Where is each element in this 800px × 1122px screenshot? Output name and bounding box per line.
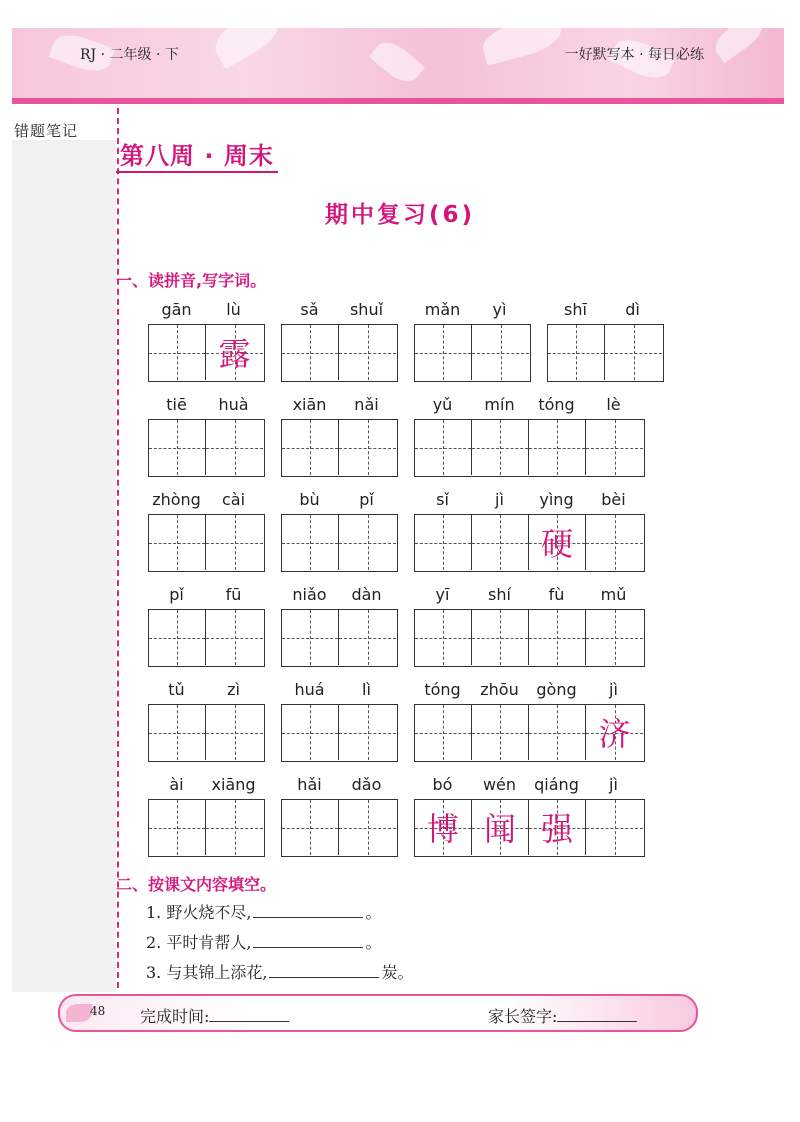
parent-signature: [488, 1004, 637, 1027]
pinyin-syllable: cài: [221, 490, 246, 509]
writing-cell[interactable]: [586, 705, 643, 760]
writing-cell[interactable]: [529, 705, 586, 760]
tianzige-boxes: [148, 419, 265, 477]
book-slogan: 一好默写本 · 每日必练: [564, 47, 704, 63]
tianzige-boxes: [148, 799, 265, 857]
tianzige-boxes: [281, 514, 398, 572]
signature-blank[interactable]: [557, 1008, 637, 1022]
writing-cell[interactable]: [472, 800, 529, 855]
pinyin-syllable: wén: [482, 775, 517, 794]
writing-cell[interactable]: [586, 515, 643, 570]
handwritten-char: 闻: [483, 810, 516, 848]
week-title: 第八周 · 周末: [120, 136, 274, 171]
handwritten-char: 济: [598, 715, 631, 753]
writing-cell[interactable]: [415, 800, 472, 855]
tianzige-boxes: [414, 704, 645, 762]
handwritten-char: 博: [426, 810, 459, 848]
writing-cell[interactable]: [282, 705, 339, 760]
pinyin-syllable: shí: [488, 585, 511, 604]
writing-cell[interactable]: [206, 705, 263, 760]
petal-decoration: [709, 28, 768, 63]
pinyin-syllable: tóng: [538, 395, 575, 414]
pinyin-syllable: xiāng: [211, 775, 256, 794]
fill-prefix: 3. 与其锦上添花,: [146, 963, 268, 982]
pinyin-syllable: yǔ: [432, 395, 453, 414]
pinyin-syllable: dàn: [351, 585, 382, 604]
answer-blank[interactable]: [253, 904, 363, 918]
pinyin-syllable: tóng: [424, 680, 461, 699]
writing-cell[interactable]: [529, 515, 586, 570]
tianzige-boxes: [148, 324, 265, 382]
pinyin-syllable: nǎi: [354, 395, 379, 414]
tianzige-boxes: [414, 609, 645, 667]
page-title: 期中复习(6): [324, 202, 476, 228]
writing-cell[interactable]: [149, 610, 206, 665]
petal-decoration: [479, 28, 565, 66]
pinyin-syllable: zhòng: [152, 490, 201, 509]
page-header-band: [12, 28, 784, 104]
fill-item-3: [146, 960, 413, 983]
tianzige-boxes: [148, 514, 265, 572]
pinyin-syllable: jì: [609, 775, 618, 794]
pinyin-syllable: fū: [225, 585, 242, 604]
pinyin-syllable: sǎ: [300, 300, 319, 319]
pinyin-syllable: qiáng: [534, 775, 579, 794]
writing-cell[interactable]: [472, 420, 529, 475]
writing-cell[interactable]: [529, 420, 586, 475]
tianzige-boxes: [414, 514, 645, 572]
header-bar: [12, 98, 784, 104]
pinyin-syllable: bèi: [601, 490, 626, 509]
section-1-title: 一、读拼音,写字词。: [116, 271, 267, 290]
pinyin-syllable: pǐ: [169, 585, 184, 604]
writing-cell[interactable]: [472, 325, 529, 380]
handwritten-char: 强: [540, 810, 573, 848]
handwritten-char: 露: [218, 335, 251, 373]
writing-cell[interactable]: [529, 800, 586, 855]
pinyin-syllable: shī: [564, 300, 587, 319]
tianzige-boxes: [281, 704, 398, 762]
writing-cell[interactable]: [605, 325, 662, 380]
fill-suffix: 。: [365, 903, 382, 922]
fill-item-2: [146, 930, 381, 953]
pinyin-syllable: mín: [484, 395, 515, 414]
pinyin-syllable: zì: [227, 680, 240, 699]
fill-item-1: [146, 900, 381, 923]
leaf-icon: [66, 1004, 92, 1022]
pinyin-syllable: shuǐ: [349, 300, 384, 319]
pinyin-syllable: xiān: [292, 395, 327, 414]
writing-cell[interactable]: [339, 515, 396, 570]
pinyin-syllable: hǎi: [297, 775, 322, 794]
fill-prefix: 1. 野火烧不尽,: [146, 903, 252, 922]
writing-cell[interactable]: [149, 705, 206, 760]
petal-decoration: [208, 28, 287, 69]
pinyin-syllable: zhōu: [480, 680, 519, 699]
pinyin-syllable: gòng: [536, 680, 577, 699]
time-blank[interactable]: [209, 1008, 289, 1022]
margin-divider: [117, 108, 119, 988]
pinyin-syllable: lè: [606, 395, 621, 414]
pinyin-syllable: bù: [299, 490, 320, 509]
writing-cell[interactable]: [282, 610, 339, 665]
writing-cell[interactable]: [415, 515, 472, 570]
tianzige-boxes: [148, 704, 265, 762]
writing-cell[interactable]: [339, 800, 396, 855]
pinyin-syllable: dì: [625, 300, 640, 319]
writing-cell[interactable]: [415, 610, 472, 665]
writing-cell[interactable]: [339, 610, 396, 665]
section-2-title: 二、按课文内容填空。: [116, 875, 277, 894]
time-label: 完成时间:: [140, 1007, 210, 1026]
pinyin-syllable: huá: [294, 680, 325, 699]
tianzige-boxes: [281, 609, 398, 667]
writing-cell[interactable]: [586, 800, 643, 855]
petal-decoration: [369, 35, 425, 89]
fill-suffix: 。: [365, 933, 382, 952]
fill-suffix: 炭。: [381, 963, 414, 982]
handwritten-char: 硬: [540, 525, 573, 563]
writing-cell[interactable]: [339, 420, 396, 475]
writing-cell[interactable]: [149, 515, 206, 570]
completion-time: [140, 1004, 289, 1027]
pinyin-syllable: pǐ: [359, 490, 374, 509]
pinyin-syllable: ài: [169, 775, 184, 794]
tianzige-boxes: [148, 609, 265, 667]
answer-blank[interactable]: [253, 934, 363, 948]
pinyin-syllable: sǐ: [436, 490, 449, 509]
pinyin-syllable: yì: [492, 300, 507, 319]
pinyin-syllable: lì: [362, 680, 371, 699]
pinyin-syllable: lù: [226, 300, 241, 319]
writing-cell[interactable]: [282, 800, 339, 855]
tianzige-boxes: [281, 799, 398, 857]
footer-bar: [58, 994, 698, 1032]
tianzige-boxes: [547, 324, 664, 382]
writing-cell[interactable]: [415, 420, 472, 475]
writing-cell[interactable]: [339, 705, 396, 760]
tianzige-boxes: [414, 419, 645, 477]
writing-cell[interactable]: [149, 325, 206, 380]
tianzige-boxes: [414, 324, 531, 382]
fill-prefix: 2. 平时肯帮人,: [146, 933, 252, 952]
page-number: 48: [90, 1004, 106, 1018]
writing-cell[interactable]: [472, 515, 529, 570]
sign-label: 家长签字:: [488, 1007, 558, 1026]
grade-label: RJ · 二年级 · 下: [80, 47, 179, 63]
pinyin-syllable: yī: [435, 585, 450, 604]
writing-cell[interactable]: [206, 800, 263, 855]
writing-cell[interactable]: [548, 325, 605, 380]
writing-cell[interactable]: [339, 325, 396, 380]
pinyin-syllable: gān: [161, 300, 192, 319]
notes-label: 错题笔记: [14, 122, 79, 140]
writing-cell[interactable]: [415, 325, 472, 380]
writing-cell[interactable]: [282, 515, 339, 570]
writing-cell[interactable]: [472, 610, 529, 665]
pinyin-syllable: fù: [548, 585, 565, 604]
pinyin-syllable: yìng: [539, 490, 574, 509]
writing-cell[interactable]: [149, 800, 206, 855]
tianzige-boxes: [281, 419, 398, 477]
pinyin-syllable: tǔ: [168, 680, 185, 699]
writing-cell[interactable]: [282, 325, 339, 380]
pinyin-syllable: mǔ: [600, 585, 627, 604]
writing-cell[interactable]: [149, 420, 206, 475]
pinyin-syllable: dǎo: [351, 775, 382, 794]
answer-blank[interactable]: [269, 964, 379, 978]
writing-cell[interactable]: [206, 420, 263, 475]
tianzige-boxes: [281, 324, 398, 382]
writing-cell[interactable]: [206, 515, 263, 570]
writing-cell[interactable]: [282, 420, 339, 475]
pinyin-syllable: mǎn: [424, 300, 461, 319]
writing-cell[interactable]: [586, 610, 643, 665]
pinyin-syllable: huà: [218, 395, 249, 414]
writing-cell[interactable]: [206, 325, 263, 380]
pinyin-syllable: bó: [432, 775, 453, 794]
pinyin-syllable: tiē: [166, 395, 187, 414]
notes-margin: [12, 140, 116, 992]
writing-cell[interactable]: [472, 705, 529, 760]
pinyin-syllable: niǎo: [292, 585, 327, 604]
writing-cell[interactable]: [586, 420, 643, 475]
pinyin-syllable: jì: [609, 680, 618, 699]
writing-cell[interactable]: [529, 610, 586, 665]
writing-cell[interactable]: [415, 705, 472, 760]
writing-cell[interactable]: [206, 610, 263, 665]
pinyin-syllable: jì: [495, 490, 504, 509]
tianzige-boxes: [414, 799, 645, 857]
